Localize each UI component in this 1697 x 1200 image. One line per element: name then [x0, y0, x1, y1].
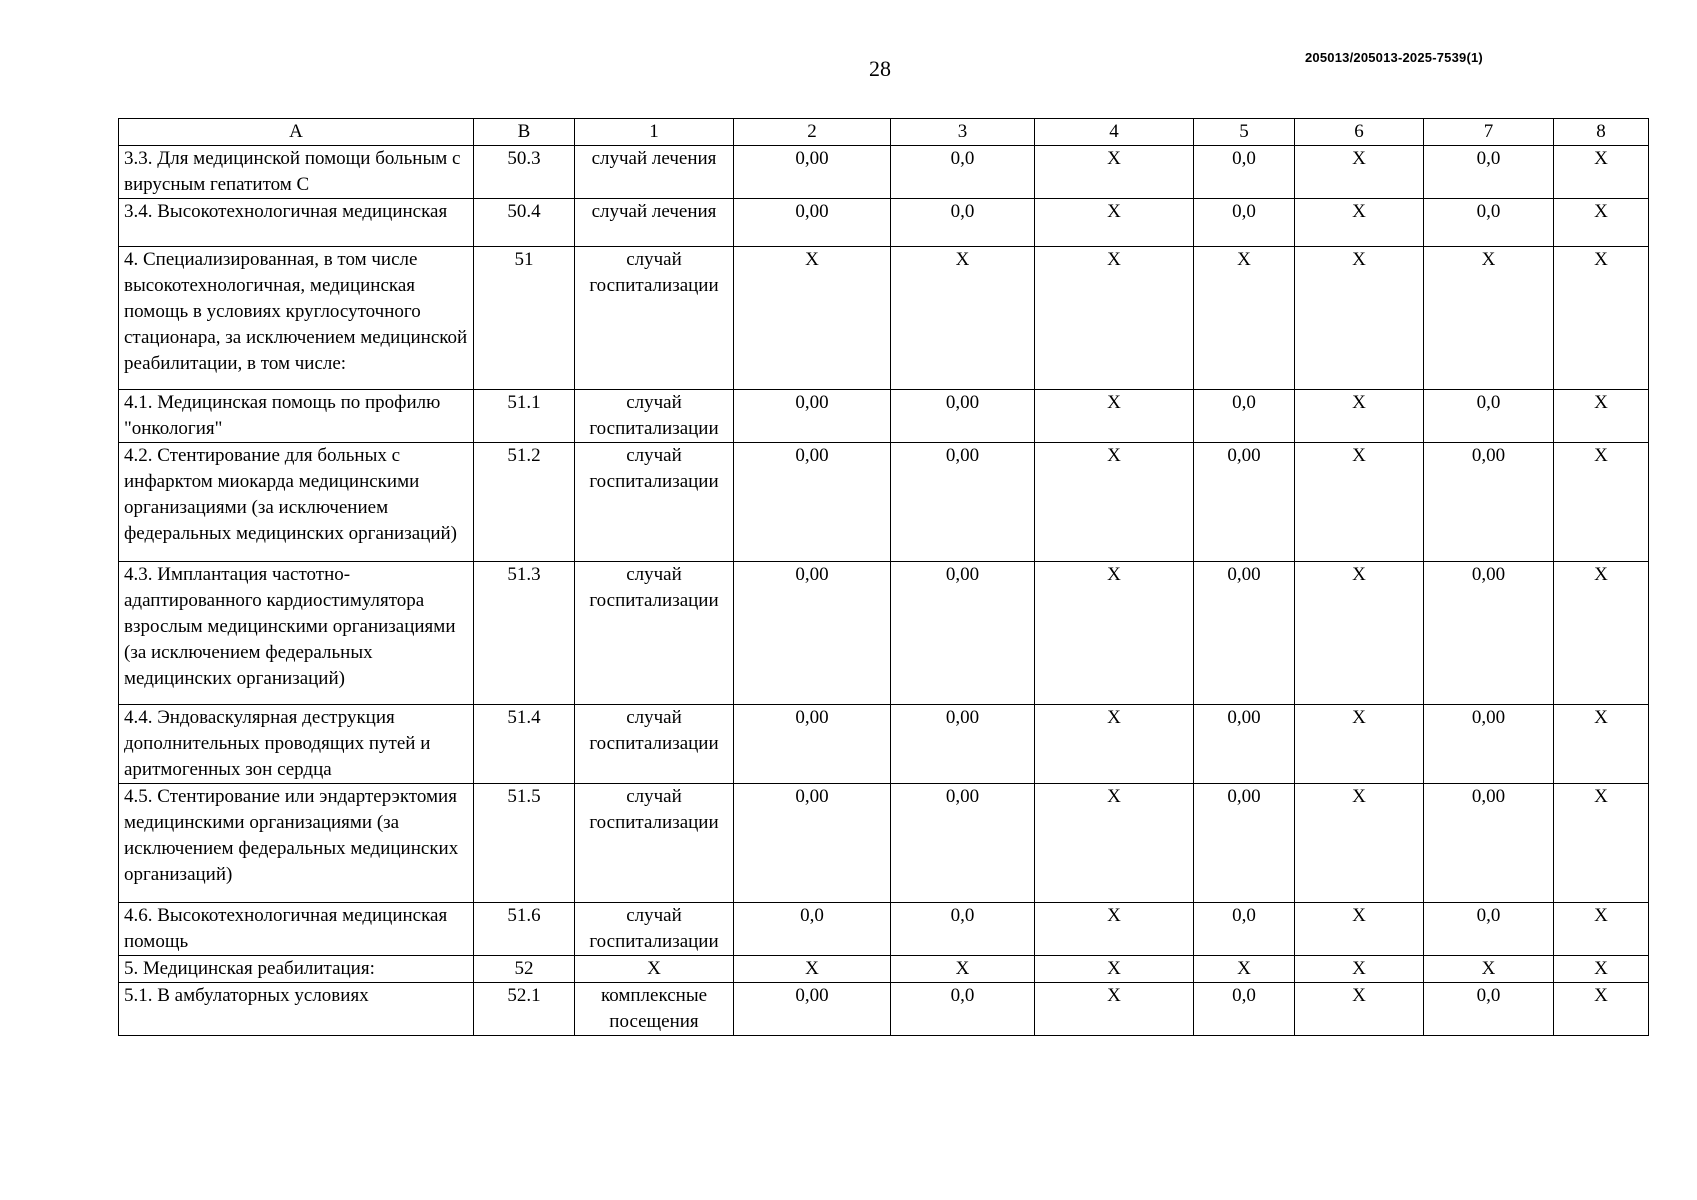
- table-row: [119, 443, 1649, 562]
- row-value-cell: X: [1554, 390, 1649, 443]
- row-value-cell: X: [1554, 443, 1649, 562]
- row-value-cell: X: [1035, 983, 1194, 1036]
- row-value-cell: 0,00: [1194, 562, 1295, 705]
- row-value-cell: X: [734, 956, 891, 983]
- row-name-cell: 4.1. Медицинская помощь по профилю "онкология": [119, 390, 474, 443]
- row-unit-cell: случай госпитализации: [575, 903, 734, 956]
- row-value-cell: X: [1295, 199, 1424, 247]
- row-value-cell: X: [1554, 705, 1649, 784]
- row-name-cell: 4.5. Стентирование или эндартерэктомия медицинскими организациями (за исключением федеральных медицинских организаций): [119, 784, 474, 903]
- row-value-cell: X: [1554, 247, 1649, 390]
- row-value-cell: 0,00: [1424, 562, 1554, 705]
- row-value-cell: X: [1554, 562, 1649, 705]
- row-value-cell: 0,00: [734, 390, 891, 443]
- document-id: 205013/205013-2025-7539(1): [1305, 50, 1483, 65]
- row-value-cell: 0,0: [891, 983, 1035, 1036]
- row-value-cell: X: [1424, 247, 1554, 390]
- row-value-cell: X: [1295, 146, 1424, 199]
- row-value-cell: X: [1554, 903, 1649, 956]
- row-value-cell: X: [1035, 247, 1194, 390]
- row-value-cell: 0,00: [891, 705, 1035, 784]
- row-value-cell: 0,00: [734, 443, 891, 562]
- column-header: 3: [891, 119, 1035, 146]
- row-code-cell: 51.1: [474, 390, 575, 443]
- row-value-cell: 0,00: [1424, 705, 1554, 784]
- header-row: [119, 119, 1649, 146]
- row-value-cell: 0,0: [1424, 903, 1554, 956]
- row-value-cell: 0,0: [1194, 983, 1295, 1036]
- row-unit-cell: случай лечения: [575, 146, 734, 199]
- table-row: [119, 247, 1649, 390]
- row-value-cell: 0,00: [734, 983, 891, 1036]
- row-value-cell: 0,00: [891, 784, 1035, 903]
- row-value-cell: 0,00: [1424, 784, 1554, 903]
- row-value-cell: X: [1424, 956, 1554, 983]
- row-value-cell: 0,00: [734, 705, 891, 784]
- row-code-cell: 51.4: [474, 705, 575, 784]
- row-value-cell: 0,00: [1194, 784, 1295, 903]
- row-value-cell: 0,0: [891, 199, 1035, 247]
- column-header: 8: [1554, 119, 1649, 146]
- data-table: [118, 118, 1649, 1036]
- row-name-cell: 5.1. В амбулаторных условиях: [119, 983, 474, 1036]
- row-unit-cell: случай госпитализации: [575, 247, 734, 390]
- row-name-cell: 4.3. Имплантация частотно-адаптированного кардиостимулятора взрослым медицинскими организациями (за исключением федеральных медицинских организаций): [119, 562, 474, 705]
- page-number: 28: [869, 56, 891, 81]
- row-code-cell: 51.5: [474, 784, 575, 903]
- row-unit-cell: случай госпитализации: [575, 443, 734, 562]
- row-unit-cell: комплексные посещения: [575, 983, 734, 1036]
- row-value-cell: 0,00: [1424, 443, 1554, 562]
- row-value-cell: 0,00: [891, 390, 1035, 443]
- row-value-cell: X: [1194, 956, 1295, 983]
- row-value-cell: 0,00: [891, 443, 1035, 562]
- row-value-cell: 0,0: [1194, 903, 1295, 956]
- row-value-cell: 0,00: [734, 199, 891, 247]
- table-row: [119, 903, 1649, 956]
- table-row: [119, 956, 1649, 983]
- row-value-cell: 0,0: [1424, 199, 1554, 247]
- row-value-cell: 0,00: [734, 146, 891, 199]
- row-value-cell: X: [1295, 903, 1424, 956]
- row-name-cell: 5. Медицинская реабилитация:: [119, 956, 474, 983]
- row-value-cell: 0,0: [891, 903, 1035, 956]
- column-header: 7: [1424, 119, 1554, 146]
- row-value-cell: 0,00: [734, 562, 891, 705]
- row-value-cell: 0,0: [1424, 390, 1554, 443]
- row-value-cell: X: [1194, 247, 1295, 390]
- row-code-cell: 51.3: [474, 562, 575, 705]
- row-value-cell: X: [1554, 983, 1649, 1036]
- row-code-cell: 51: [474, 247, 575, 390]
- table-row: [119, 199, 1649, 247]
- row-code-cell: 52: [474, 956, 575, 983]
- row-value-cell: X: [1554, 956, 1649, 983]
- row-value-cell: X: [1035, 199, 1194, 247]
- row-unit-cell: случай госпитализации: [575, 562, 734, 705]
- column-header: 6: [1295, 119, 1424, 146]
- row-value-cell: X: [1035, 562, 1194, 705]
- row-name-cell: 3.4. Высокотехнологичная медицинская: [119, 199, 474, 247]
- row-value-cell: X: [891, 956, 1035, 983]
- row-value-cell: X: [1035, 443, 1194, 562]
- row-unit-cell: случай лечения: [575, 199, 734, 247]
- column-header: 4: [1035, 119, 1194, 146]
- row-name-cell: 4.6. Высокотехнологичная медицинская помощь: [119, 903, 474, 956]
- row-value-cell: X: [1554, 146, 1649, 199]
- row-value-cell: X: [1554, 199, 1649, 247]
- row-unit-cell: случай госпитализации: [575, 705, 734, 784]
- row-value-cell: 0,00: [734, 784, 891, 903]
- table-row: [119, 390, 1649, 443]
- row-unit-cell: X: [575, 956, 734, 983]
- row-value-cell: X: [1035, 956, 1194, 983]
- row-value-cell: X: [1295, 784, 1424, 903]
- table-row: [119, 705, 1649, 784]
- table-body: [119, 146, 1649, 1036]
- row-value-cell: 0,00: [1194, 443, 1295, 562]
- column-header: 5: [1194, 119, 1295, 146]
- row-code-cell: 52.1: [474, 983, 575, 1036]
- row-value-cell: X: [1035, 146, 1194, 199]
- row-name-cell: 4.2. Стентирование для больных с инфарктом миокарда медицинскими организациями (за исключением федеральных медицинских организаций): [119, 443, 474, 562]
- row-value-cell: X: [1295, 247, 1424, 390]
- row-value-cell: X: [1295, 956, 1424, 983]
- column-header: А: [119, 119, 474, 146]
- row-value-cell: X: [1554, 784, 1649, 903]
- column-header: 2: [734, 119, 891, 146]
- table-row: [119, 146, 1649, 199]
- row-value-cell: 0,0: [1194, 390, 1295, 443]
- row-value-cell: X: [1295, 562, 1424, 705]
- row-value-cell: 0,0: [1424, 983, 1554, 1036]
- row-value-cell: X: [1035, 705, 1194, 784]
- row-value-cell: X: [1295, 983, 1424, 1036]
- row-value-cell: 0,0: [1424, 146, 1554, 199]
- row-value-cell: 0,00: [1194, 705, 1295, 784]
- row-value-cell: X: [891, 247, 1035, 390]
- row-value-cell: X: [1295, 390, 1424, 443]
- row-value-cell: X: [1035, 903, 1194, 956]
- row-unit-cell: случай госпитализации: [575, 390, 734, 443]
- row-name-cell: 4.4. Эндоваскулярная деструкция дополнительных проводящих путей и аритмогенных зон сердца: [119, 705, 474, 784]
- row-value-cell: 0,00: [891, 562, 1035, 705]
- row-value-cell: X: [1035, 390, 1194, 443]
- row-value-cell: 0,0: [1194, 146, 1295, 199]
- row-unit-cell: случай госпитализации: [575, 784, 734, 903]
- column-header: 1: [575, 119, 734, 146]
- row-value-cell: X: [1295, 443, 1424, 562]
- table-row: [119, 562, 1649, 705]
- table-row: [119, 983, 1649, 1036]
- row-value-cell: X: [1295, 705, 1424, 784]
- row-code-cell: 51.6: [474, 903, 575, 956]
- row-value-cell: X: [1035, 784, 1194, 903]
- row-value-cell: 0,0: [734, 903, 891, 956]
- row-code-cell: 50.4: [474, 199, 575, 247]
- row-value-cell: X: [734, 247, 891, 390]
- table-row: [119, 784, 1649, 903]
- row-value-cell: 0,0: [891, 146, 1035, 199]
- column-header: В: [474, 119, 575, 146]
- row-name-cell: 3.3. Для медицинской помощи больным с вирусным гепатитом С: [119, 146, 474, 199]
- row-code-cell: 51.2: [474, 443, 575, 562]
- row-code-cell: 50.3: [474, 146, 575, 199]
- row-value-cell: 0,0: [1194, 199, 1295, 247]
- row-name-cell: 4. Специализированная, в том числе высокотехнологичная, медицинская помощь в условиях круглосуточного стационара, за исключением медицинской реабилитации, в том числе:: [119, 247, 474, 390]
